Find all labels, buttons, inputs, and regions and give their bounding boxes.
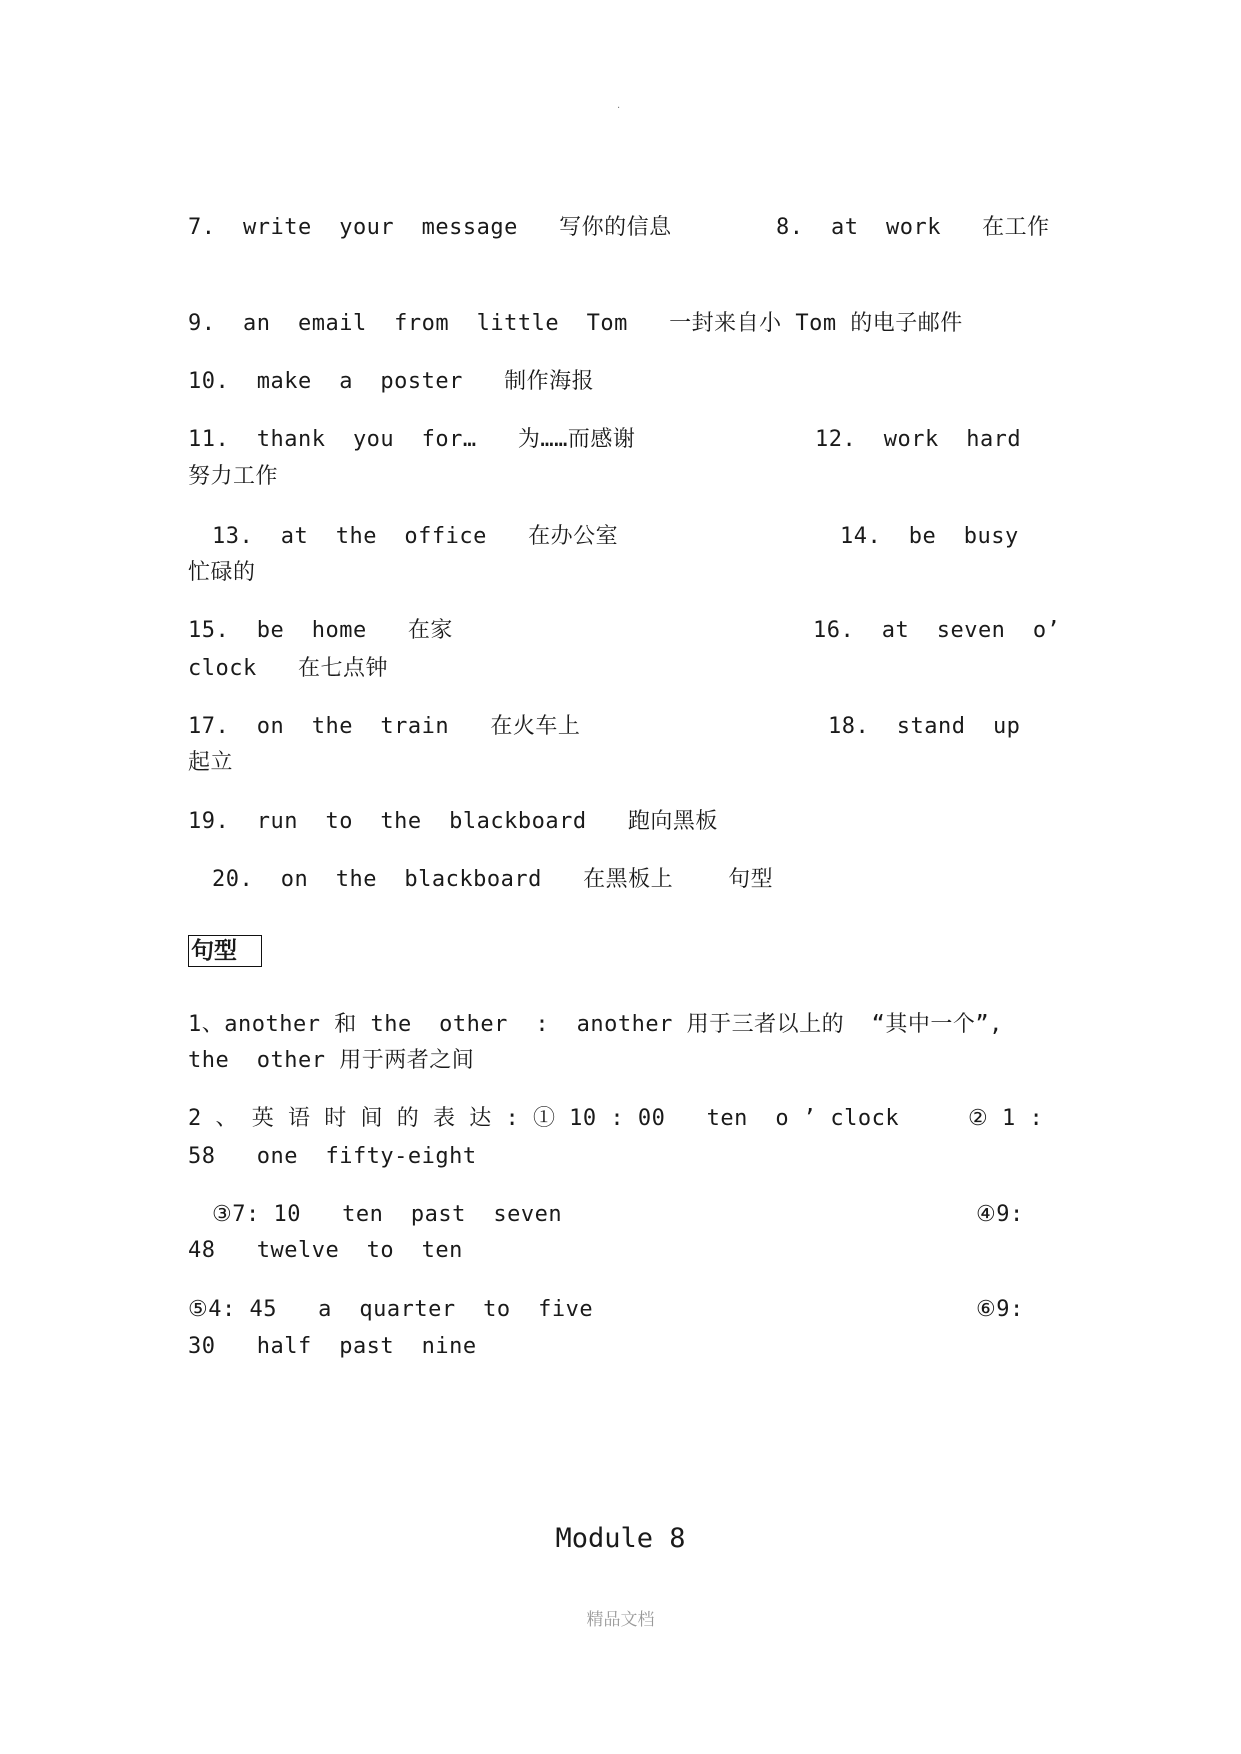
module-title: Module 8 bbox=[555, 1523, 686, 1554]
phrase-14: 14. be busy bbox=[840, 524, 1019, 549]
pattern-3-time4: ④9: bbox=[976, 1202, 1024, 1227]
phrase-17: 17. on the train 在火车上 bbox=[188, 714, 581, 739]
pattern-3-line1: ③7: 10 ten past seven bbox=[212, 1202, 563, 1227]
pattern-2-time2: ② 1 : bbox=[968, 1106, 1044, 1131]
pattern-4-line1: ⑤4: 45 a quarter to five bbox=[188, 1297, 594, 1322]
pattern-4-time6: ⑥9: bbox=[976, 1297, 1024, 1322]
phrase-10: 10. make a poster 制作海报 bbox=[188, 369, 595, 394]
phrase-11: 11. thank you for… 为……而感谢 bbox=[188, 427, 636, 452]
phrase-16-continued: clock 在七点钟 bbox=[188, 656, 388, 681]
phrase-14-meaning: 忙碌的 bbox=[188, 560, 256, 585]
phrase-8: 8. at work 在工作 bbox=[776, 215, 1050, 240]
phrase-12: 12. work hard bbox=[815, 427, 1022, 452]
phrase-7: 7. write your message 写你的信息 bbox=[188, 215, 672, 240]
pattern-2-line2: 58 one fifty-eight bbox=[188, 1144, 477, 1169]
pattern-4-line2: 30 half past nine bbox=[188, 1334, 477, 1359]
phrase-9: 9. an email from little Tom 一封来自小 Tom 的电子邮件 bbox=[188, 311, 963, 336]
phrase-18: 18. stand up bbox=[828, 714, 1021, 739]
phrase-12-meaning: 努力工作 bbox=[188, 464, 279, 489]
phrase-16: 16. at seven o’ bbox=[813, 618, 1061, 643]
top-mark: . bbox=[617, 100, 621, 111]
phrase-20: 20. on the blackboard 在黑板上 句型 bbox=[212, 867, 774, 892]
phrase-15: 15. be home 在家 bbox=[188, 618, 453, 643]
phrase-19: 19. run to the blackboard 跑向黑板 bbox=[188, 809, 718, 834]
section-heading: 句型 bbox=[188, 935, 262, 967]
phrase-18-meaning: 起立 bbox=[188, 750, 234, 775]
footer-watermark: 精品文档 bbox=[586, 1610, 655, 1630]
pattern-1-line1: 1、another 和 the other : another 用于三者以上的 “其中一个”, bbox=[188, 1012, 1003, 1037]
pattern-3-line2: 48 twelve to ten bbox=[188, 1238, 463, 1263]
phrase-13: 13. at the office 在办公室 bbox=[212, 524, 619, 549]
pattern-1-line2: the other 用于两者之间 bbox=[188, 1048, 475, 1073]
pattern-2-line1: 2 、 英 语 时 间 的 表 达 : ① 10 : 00 ten o ’ clock bbox=[188, 1106, 900, 1131]
